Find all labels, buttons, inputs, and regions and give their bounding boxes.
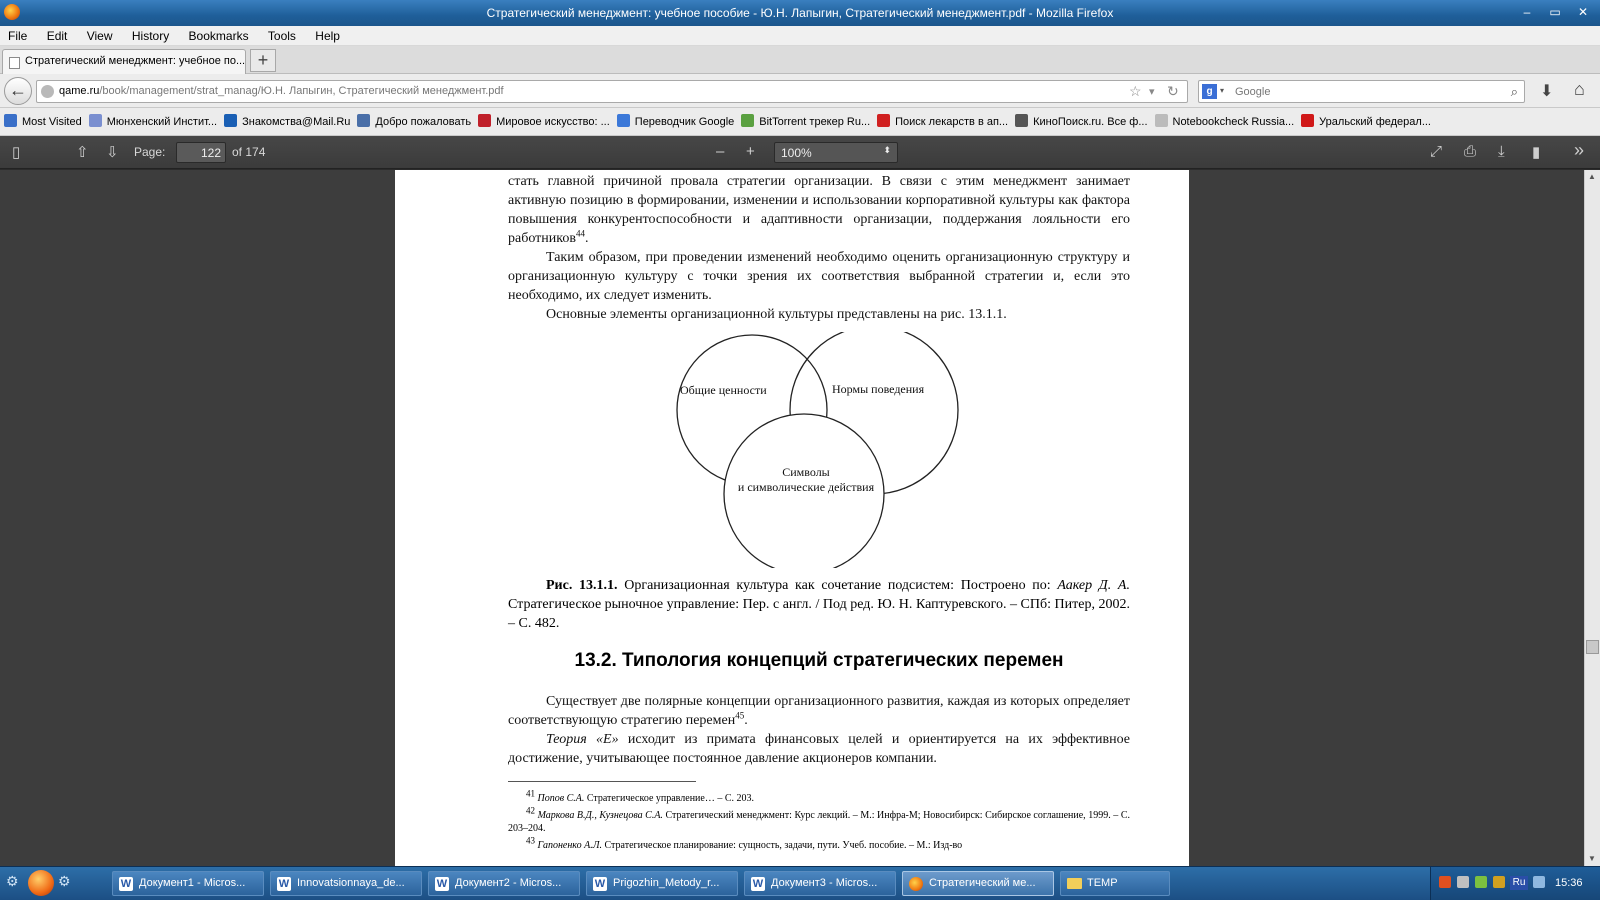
bookmark-favicon-icon [1155, 114, 1168, 127]
chevron-updown-icon: ⬍ [883, 145, 891, 155]
word-icon: W [752, 878, 764, 890]
pdf-viewer[interactable] [0, 170, 1584, 866]
globe-icon [41, 85, 54, 98]
page-count: of 174 [232, 145, 266, 159]
taskbar-item-label: Стратегический ме... [929, 877, 1036, 889]
language-indicator[interactable]: Ru [1510, 876, 1528, 890]
bookmark-icon[interactable]: ▮ [1532, 144, 1541, 161]
download-icon[interactable]: ⬇ [1540, 83, 1554, 100]
quicklaunch-icon[interactable]: ⚙ [58, 873, 71, 889]
bookmarks-bar [0, 108, 1600, 136]
taskbar-item[interactable] [428, 871, 580, 896]
section-heading: 13.2. Типология концепций стратегических перемен [574, 650, 1064, 671]
paragraph-2: Таким образом, при проведении изменений необходимо оценить организационную структуру и организационную культуру с точки зрения их соответствия выбранной стратегии и, если это необходимо, их следует изменить. [508, 250, 1130, 303]
bookmark-label: Мировое искусство: ... [496, 116, 610, 128]
chevron-down-icon[interactable]: ▾ [1149, 86, 1155, 98]
firefox-quicklaunch-icon[interactable] [28, 870, 54, 896]
maximize-button[interactable]: ▭ [1549, 5, 1561, 19]
tab-active[interactable] [2, 49, 246, 74]
taskbar-item[interactable] [112, 871, 264, 896]
taskbar-item-label: Документ1 - Micros... [139, 877, 246, 889]
chevron-down-icon[interactable]: ▾ [1220, 86, 1225, 95]
bookmark-favicon-icon [4, 114, 17, 127]
word-icon: W [436, 878, 448, 890]
bookmark-label: Most Visited [22, 116, 82, 128]
tab-label: Стратегический менеджмент: учебное по... [25, 55, 246, 67]
word-icon: W [278, 878, 290, 890]
more-tools-icon[interactable]: » [1574, 140, 1585, 160]
bookmark-label: Поиск лекарств в ап... [895, 116, 1009, 128]
taskbar-item[interactable] [1060, 871, 1170, 896]
bookmark-label: BitTorrent трекер Ru... [759, 116, 871, 128]
search-input[interactable] [1198, 80, 1525, 103]
menu-view[interactable]: View [86, 29, 113, 43]
pdf-toolbar [0, 136, 1600, 169]
taskbar-item[interactable] [586, 871, 738, 896]
taskbar-item-label: Prigozhin_Metody_r... [613, 877, 720, 889]
bookmark-favicon-icon [877, 114, 890, 127]
venn-label-left: Общие ценности [680, 383, 767, 397]
paragraph-1: стать главной причиной провала стратегии организации. В связи с этим менеджмент занимает активную позицию в формировании, изменении и использовании корпоративной культуры как фактора повышения конкурентоспособности и адаптивности организации, поддержания лояльности его работников$^{44}$. [508, 174, 1130, 246]
footnote-42: $^{42}$ Маркова В.Д., Кузнецова С.А. Стратегический менеджмент: Курс лекций. – М.: Инфра-М; Новосибирск: Сибирское соглашение, 1999. – С. 203–204. [508, 805, 1130, 834]
bookmark-item[interactable] [741, 114, 870, 128]
taskbar [0, 866, 1600, 900]
home-icon[interactable]: ⌂ [1574, 79, 1585, 99]
folder-icon [1067, 878, 1082, 889]
url-text: qame.ru/book/management/strat_manag/Ю.Н. Лапыгин, Стратегический менеджмент.pdf [59, 85, 504, 97]
scrollbar-thumb[interactable] [1586, 640, 1599, 654]
address-bar[interactable] [36, 80, 1188, 103]
venn-label-bottom: Символы и символические действия [737, 465, 875, 494]
bookmark-item[interactable] [617, 114, 735, 128]
navigation-bar [0, 74, 1600, 108]
figure-caption: Рис. 13.1.1. Организационная культура как сочетание подсистем: Построено по: Аакер Д. А. Стратегическое рыночное управление: Пер. с англ. / Под ред. Ю. Н. Каптуревского. – СПб: Питер, 2002. – С. 482. [508, 578, 1130, 631]
menu-edit[interactable]: Edit [46, 29, 68, 43]
menu-file[interactable]: File [8, 29, 28, 43]
taskbar-item[interactable] [744, 871, 896, 896]
venn-label-right: Нормы поведения [832, 382, 925, 396]
fullscreen-icon[interactable]: ⤢ [1430, 143, 1443, 160]
bookmark-star-icon[interactable]: ☆ [1129, 83, 1142, 99]
page-icon [9, 57, 20, 69]
taskbar-item-label: Innovatsionnaya_de... [297, 877, 405, 889]
footnote-43: $^{43}$ Гапоненко А.Л. Стратегическое планирование: сущность, задачи, пути. Учеб. пособие. – М.: Изд-во [526, 835, 963, 851]
tray-app-icon[interactable] [1533, 876, 1545, 888]
venn-diagram [670, 332, 960, 568]
minimize-button[interactable]: – [1523, 5, 1531, 19]
vertical-scrollbar[interactable] [1584, 170, 1600, 866]
bookmark-favicon-icon [617, 114, 630, 127]
bookmark-item[interactable] [357, 114, 471, 128]
bookmark-item[interactable] [224, 114, 350, 128]
tray-app-icon[interactable] [1439, 876, 1451, 888]
zoom-select[interactable] [774, 142, 898, 163]
paragraph-4: Существует две полярные концепции организационного развития, каждая из которых определяет соответствующую стратегию перемен$^{45}$. [508, 694, 1130, 728]
bookmark-favicon-icon [89, 114, 102, 127]
footnote-divider [508, 781, 696, 782]
bookmark-item[interactable] [1015, 114, 1147, 128]
save-icon[interactable]: ⤓ [1498, 143, 1505, 160]
bookmark-label: Уральский федерал... [1319, 116, 1431, 128]
bookmark-favicon-icon [357, 114, 370, 127]
menu-tools[interactable]: Tools [267, 29, 296, 43]
close-button[interactable]: ✕ [1577, 5, 1589, 19]
menu-bookmarks[interactable]: Bookmarks [188, 29, 249, 43]
taskbar-item[interactable] [270, 871, 422, 896]
bookmark-favicon-icon [478, 114, 491, 127]
system-tray [1430, 867, 1600, 900]
back-button[interactable]: ← [4, 77, 32, 105]
word-icon: W [120, 878, 132, 890]
scroll-down-icon[interactable]: ▼ [1588, 854, 1596, 863]
quicklaunch-icon[interactable]: ⚙ [6, 873, 19, 889]
tray-volume-icon[interactable] [1475, 876, 1487, 888]
bookmark-favicon-icon [224, 114, 237, 127]
search-icon[interactable]: ⌕ [1510, 84, 1518, 99]
taskbar-item-label: Документ2 - Micros... [455, 877, 562, 889]
taskbar-item[interactable] [902, 871, 1054, 896]
bookmark-item[interactable] [478, 114, 610, 128]
reload-icon[interactable]: ↻ [1167, 83, 1179, 99]
window-title: Стратегический менеджмент: учебное пособие - Ю.Н. Лапыгин, Стратегический менеджмент.pdf - Mozilla Firefox [486, 6, 1114, 20]
page-number-input[interactable]: 122 [176, 142, 226, 163]
google-icon[interactable]: g [1202, 84, 1217, 99]
firefox-icon [909, 877, 923, 891]
menu-bar [0, 26, 1600, 46]
scroll-up-icon[interactable]: ▲ [1588, 172, 1596, 181]
bookmark-item[interactable] [1155, 114, 1295, 128]
bookmark-item[interactable] [4, 114, 82, 128]
print-icon[interactable]: ⎙ [1464, 143, 1477, 160]
zoom-value: 100% [781, 146, 812, 160]
footnote-41: $^{41}$ Попов С.А. Стратегическое управление… – С. 203. [526, 788, 755, 804]
word-icon: W [594, 878, 606, 890]
bookmark-label: КиноПоиск.ru. Все ф... [1033, 116, 1148, 128]
bookmark-label: Мюнхенский Инстит... [106, 116, 218, 128]
tab-bar [0, 46, 1600, 74]
paragraph-3: Основные элементы организационной культуры представлены на рис. 13.1.1. [546, 307, 1007, 322]
bookmark-favicon-icon [1015, 114, 1028, 127]
search-placeholder: Google [1235, 86, 1271, 98]
new-tab-button[interactable]: + [250, 49, 276, 72]
bookmark-item[interactable] [877, 114, 1008, 128]
clock[interactable]: 15:36 [1555, 877, 1583, 889]
bookmark-favicon-icon [1301, 114, 1314, 127]
bookmark-item[interactable] [89, 114, 217, 128]
menu-history[interactable]: History [131, 29, 170, 43]
taskbar-item-label: TEMP [1087, 877, 1118, 889]
paragraph-5: Теория «Е» исходит из примата финансовых целей и ориентируется на их эффективное достижение, учитывающее постоянное давление акционеров компании. [508, 732, 1130, 766]
previous-page-icon[interactable]: ⇧ [76, 144, 89, 161]
bookmark-label: Notebookcheck Russia... [1172, 116, 1295, 128]
pdf-page [395, 170, 1189, 866]
bookmark-label: Переводчик Google [634, 116, 735, 128]
page-label: Page: [134, 145, 166, 159]
bookmark-label: Добро пожаловать [375, 116, 472, 128]
zoom-out-icon[interactable]: – [716, 143, 725, 160]
bookmark-label: Знакомства@Mail.Ru [242, 116, 351, 128]
menu-help[interactable]: Help [315, 29, 340, 43]
sidebar-toggle-icon[interactable]: ▯ [12, 144, 21, 161]
taskbar-item-label: Документ3 - Micros... [771, 877, 878, 889]
tray-network-icon[interactable] [1457, 876, 1469, 888]
bookmark-favicon-icon [741, 114, 754, 127]
tray-app-icon[interactable] [1493, 876, 1505, 888]
next-page-icon[interactable]: ⇩ [106, 144, 119, 161]
window-titlebar [0, 0, 1600, 26]
bookmark-item[interactable] [1301, 114, 1431, 128]
zoom-in-icon[interactable]: + [746, 143, 755, 160]
